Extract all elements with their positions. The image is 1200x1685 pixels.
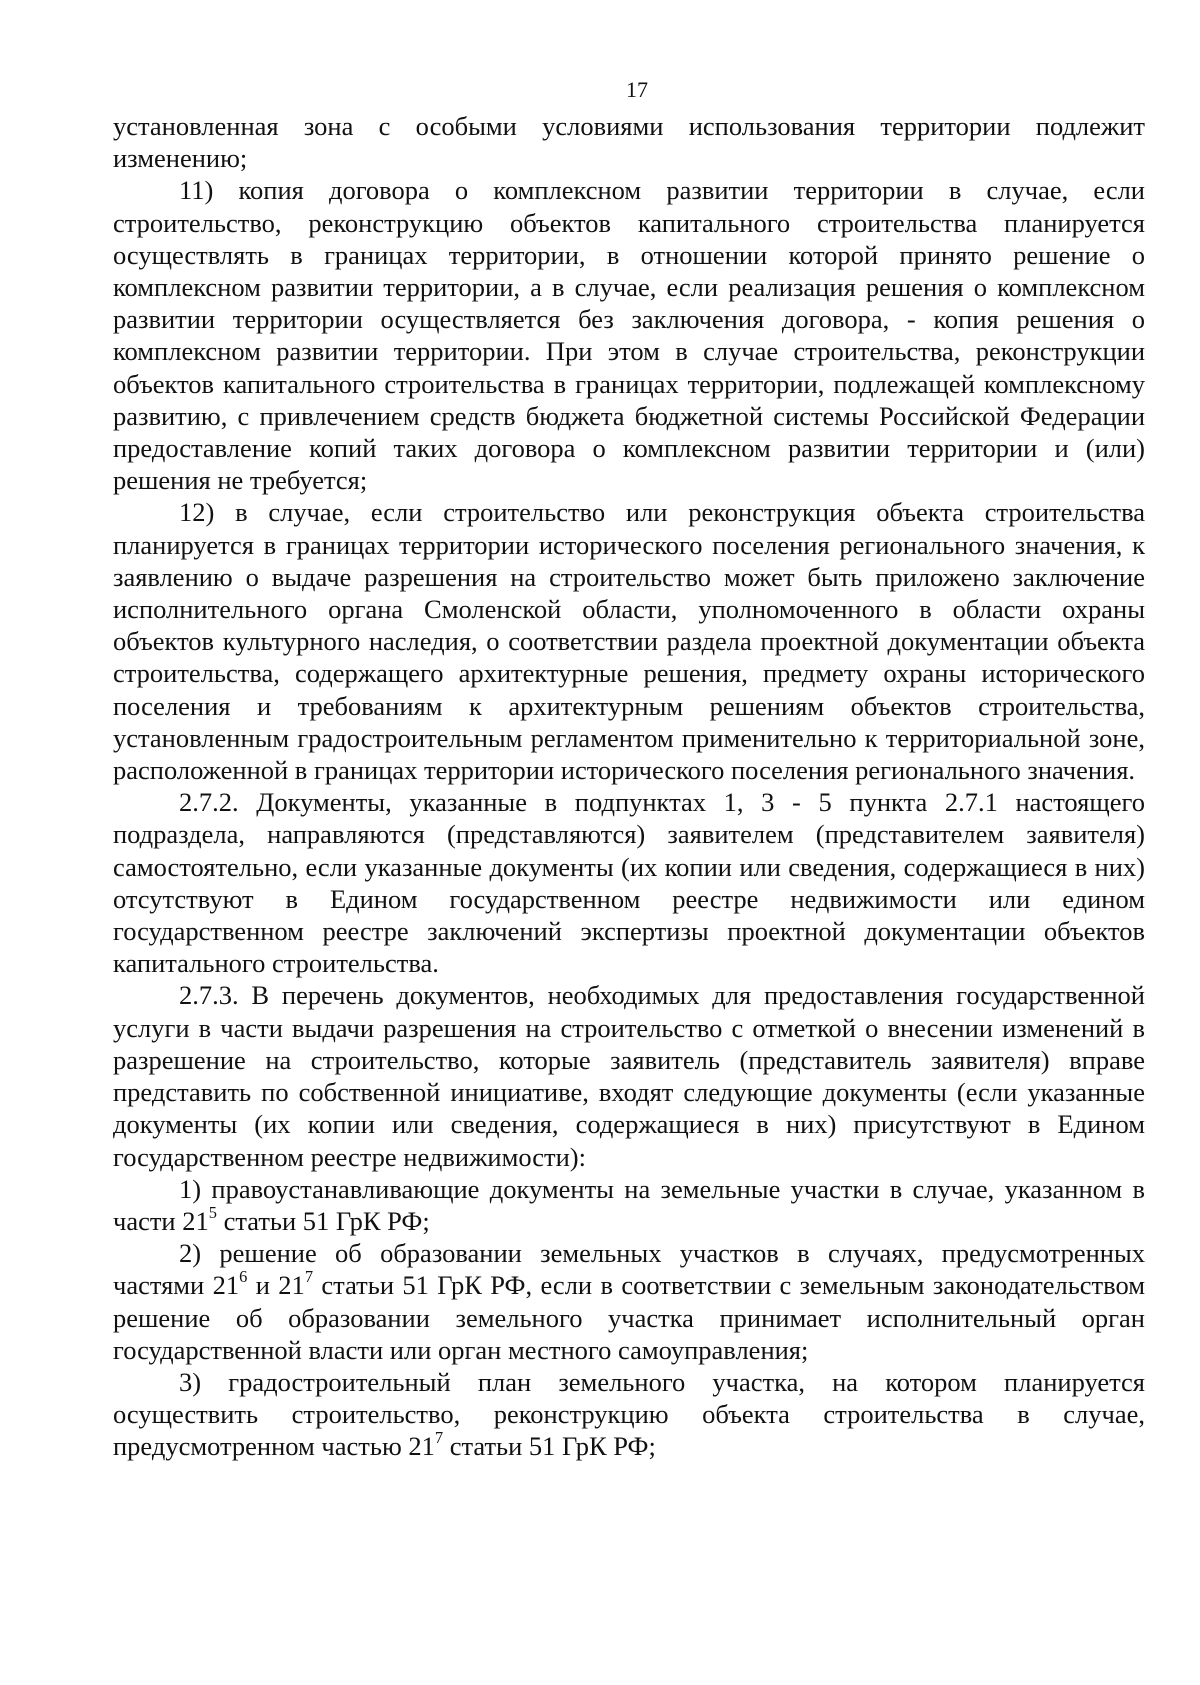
- text-segment: статьи 51 ГрК РФ;: [443, 1431, 656, 1462]
- page-number: 17: [626, 77, 648, 102]
- text-segment: 1) правоустанавливающие документы на земельные участки в случае, указанном в части 21: [113, 1173, 1145, 1236]
- superscript: 7: [434, 1428, 444, 1448]
- document-body: [113, 110, 1145, 1463]
- text-segment: статьи 51 ГрК РФ, если в соответствии с земельным законодательством решение об образовании земельного участка принимает исполнительный орган государственной власти или орган местного самоуправления;: [113, 1270, 1145, 1365]
- document-page: [113, 70, 1145, 1463]
- paragraph-p272: [113, 786, 1145, 979]
- text-segment: 2) решение об образовании земельных участков в случаях, предусмотренных частями 21: [113, 1238, 1145, 1301]
- superscript: 6: [239, 1267, 248, 1287]
- text-segment: 2.7.3. В перечень документов, необходимых для предоставления государственной услуги в части выдачи разрешения на строительство с отметкой о внесении изменений в разрешение на строительство, которые заявитель (представитель заявителя) вправе представить по собственной инициативе, входят следующие документы (если указанные документы (их копии или сведения, содержащиеся в них) присутствуют в Едином государственном реестре недвижимости):: [113, 980, 1145, 1172]
- paragraph-p273: [113, 979, 1145, 1172]
- text-segment: 2.7.2. Документы, указанные в подпунктах 1, 3 - 5 пункта 2.7.1 настоящего подраздела, направляются (представляются) заявителем (представителем заявителя) самостоятельно, если указанные документы (их копии или сведения, содержащиеся в них) отсутствуют в Едином государственном реестре недвижимости или едином государственном реестре заключений экспертизы проектной документации объектов капитального строительства.: [113, 787, 1145, 979]
- paragraph-q2: [113, 1237, 1145, 1366]
- text-segment: и 21: [247, 1270, 305, 1301]
- paragraph-p11: [113, 174, 1145, 496]
- text-segment: 12) в случае, если строительство или реконструкция объекта строительства планируется в границах территории исторического поселения регионального значения, к заявлению о выдаче разрешения на строительство может быть приложено заключение исполнительного органа Смоленской области, уполномоченного в области охраны объектов культурного наследия, о соответствии раздела проектной документации объекта строительства, содержащего архитектурные решения, предмету охраны исторического поселения и требованиям к архитектурным решениям объектов строительства, установленным градостроительным регламентом применительно к территориальной зоне, расположенной в границах территории исторического поселения регионального значения.: [113, 497, 1145, 786]
- text-segment: установленная зона с особыми условиями использования территории подлежит изменению;: [113, 111, 1145, 174]
- paragraph-q3: [113, 1366, 1145, 1463]
- superscript: 7: [304, 1267, 314, 1287]
- text-segment: 3) градостроительный план земельного участка, на котором планируется осуществить строительство, реконструкцию объекта строительства в случае, предусмотренном частью 21: [113, 1366, 1145, 1462]
- paragraph-p0: [113, 110, 1145, 174]
- text-segment: статьи 51 ГрК РФ;: [216, 1205, 430, 1236]
- text-segment: 11) копия договора о комплексном развитии территории в случае, если строительство, реконструкцию объектов капитального строительства планируется осуществлять в границах территории, в отношении которой принято решение о комплексном развитии территории, а в случае, если реализация решения о комплексном развитии территории осуществляется без заключения договора, - копия решения о комплексном развитии территории. При этом в случае строительства, реконструкции объектов капитального строительства в границах территории, подлежащей комплексному развитию, с привлечением средств бюджета бюджетной системы Российской Федерации предоставление копий таких договора о комплексном развитии территории и (или) решения не требуется;: [113, 175, 1145, 496]
- superscript: 5: [208, 1202, 217, 1222]
- paragraph-p12: [113, 496, 1145, 786]
- paragraph-q1: [113, 1173, 1145, 1237]
